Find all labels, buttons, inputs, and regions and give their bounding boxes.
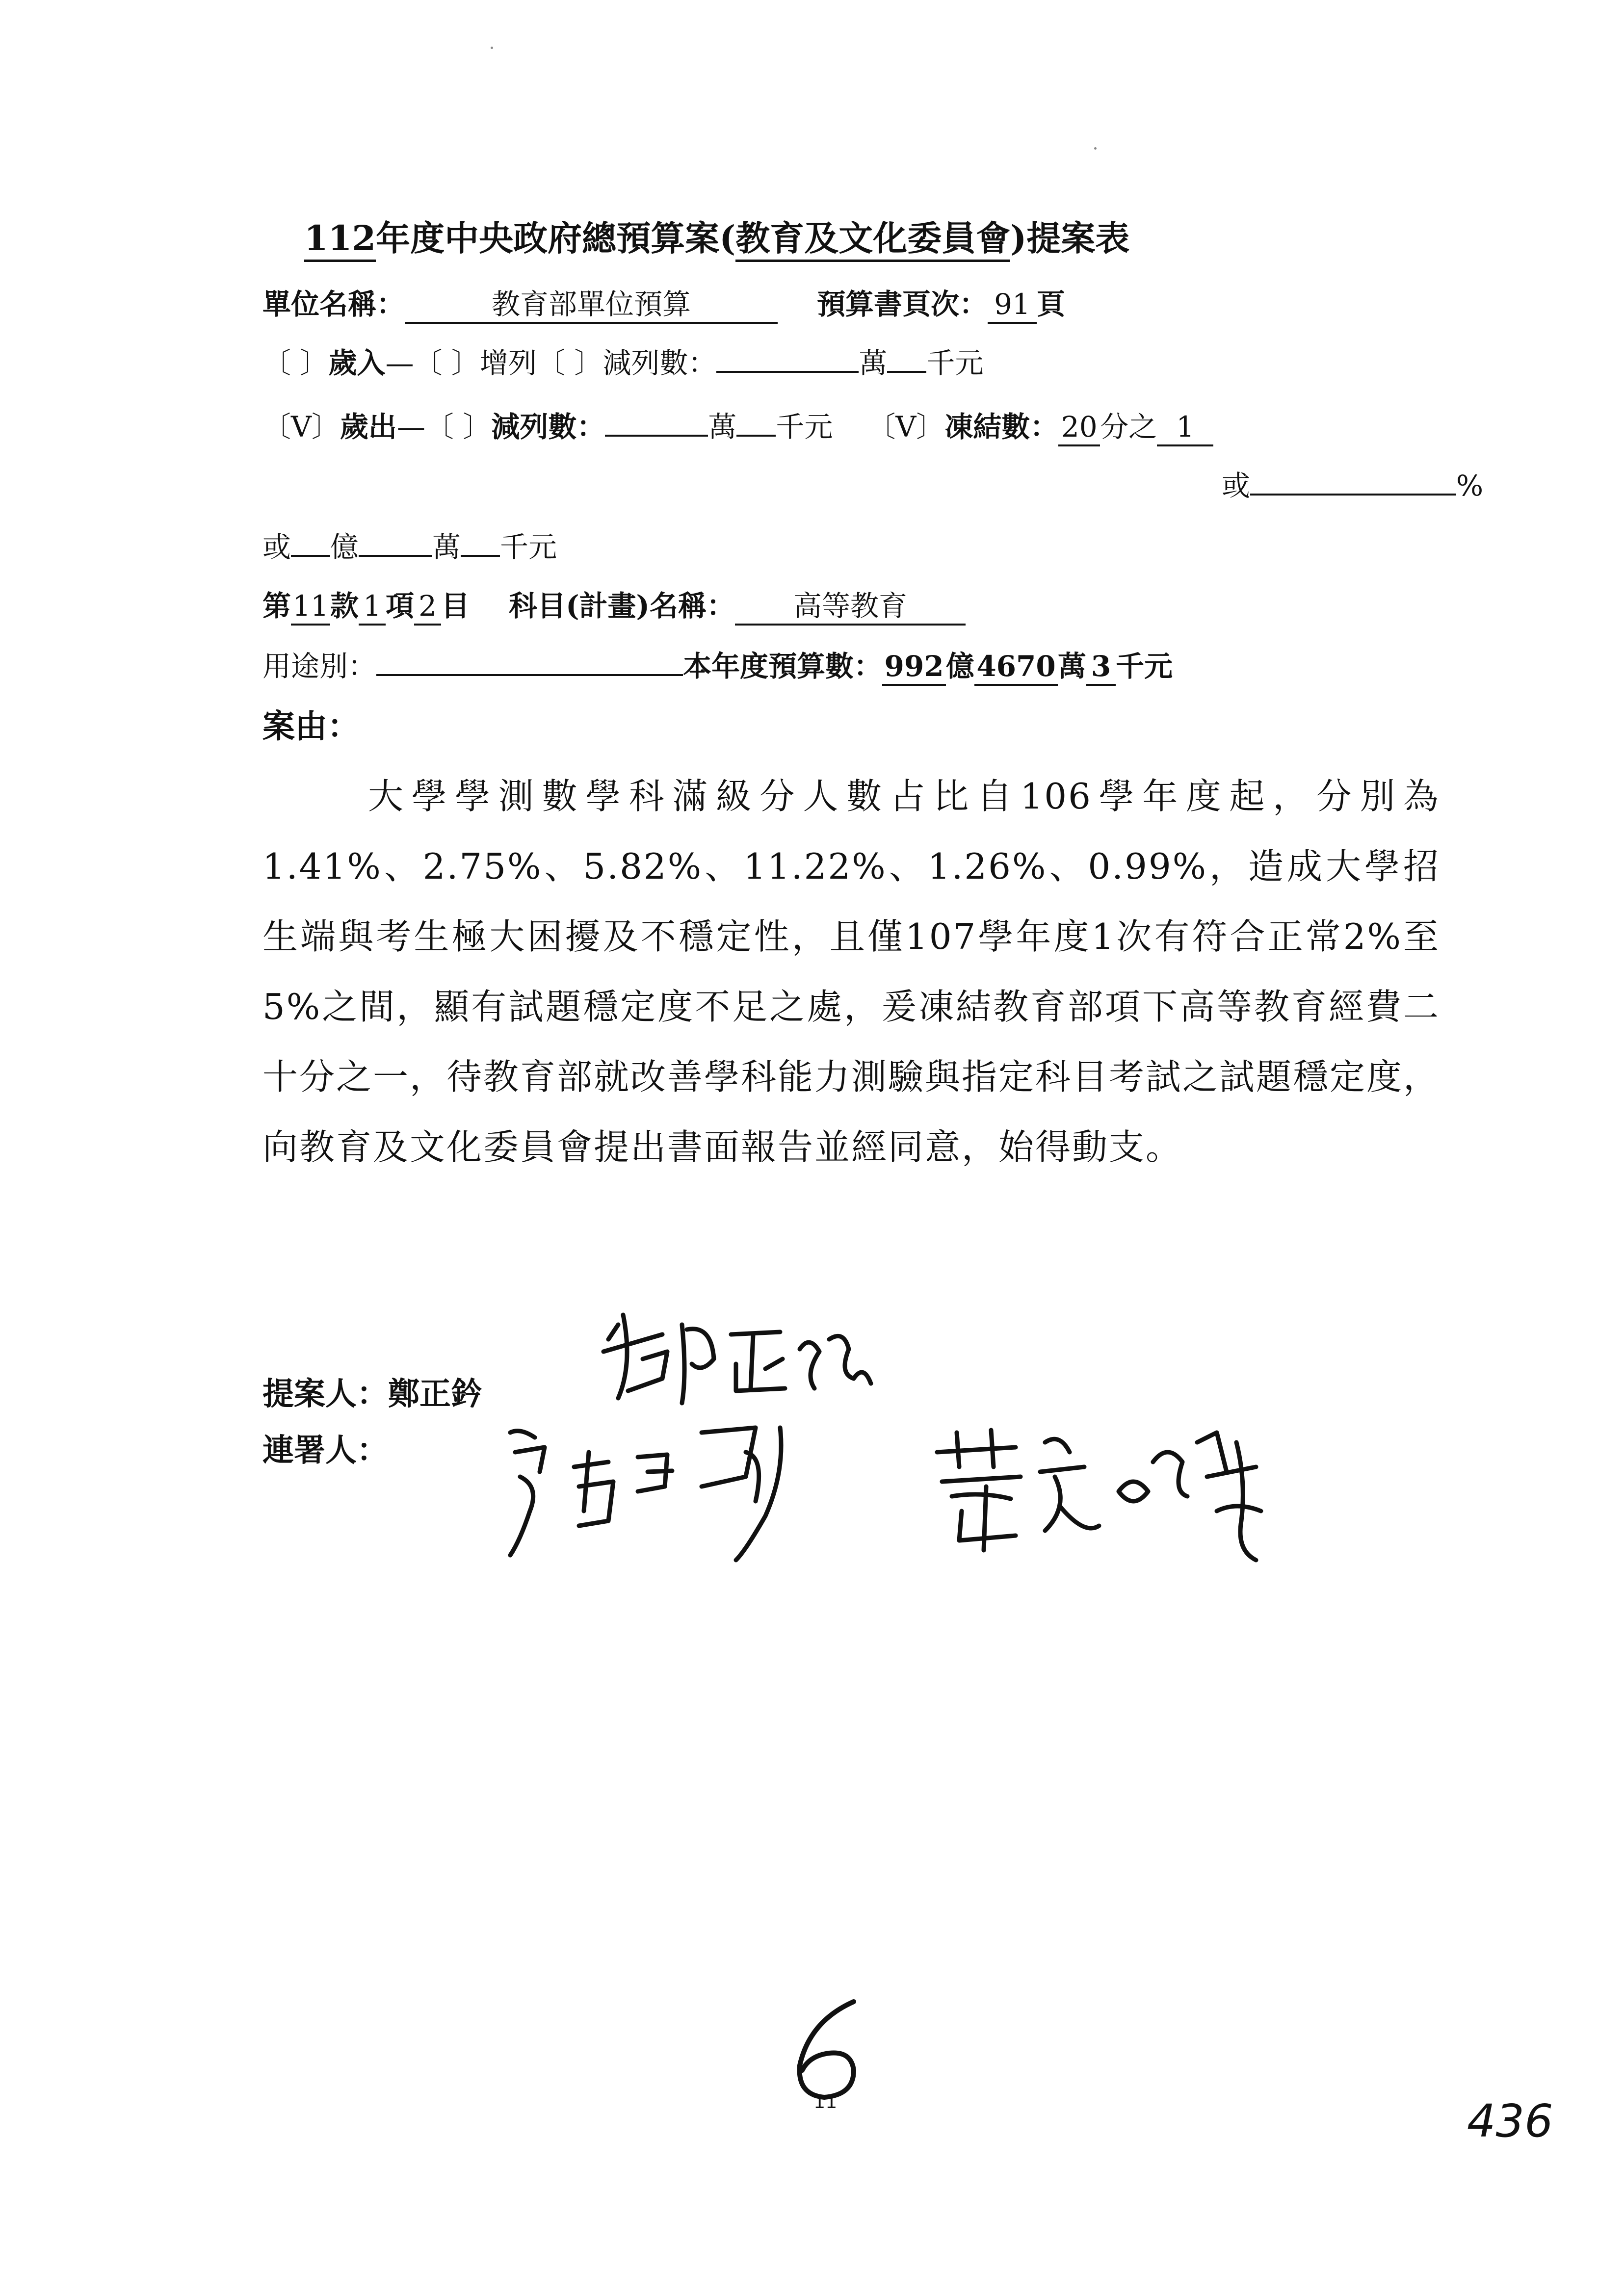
wan-unit: 萬 bbox=[859, 346, 888, 380]
revenue-dash: — bbox=[385, 346, 414, 380]
unit-value: 教育部單位預算 bbox=[405, 287, 778, 324]
budget-page-value: 91 bbox=[988, 287, 1037, 324]
item-line bbox=[262, 586, 966, 626]
budget-wan-unit: 萬 bbox=[1058, 650, 1087, 683]
budget-label: 本年度預算數： bbox=[683, 650, 883, 683]
expense-decrease-checkbox: 〔 〕 bbox=[425, 410, 492, 444]
footer-number: 11 bbox=[813, 2091, 838, 2113]
usage-line bbox=[262, 647, 1173, 686]
revenue-label: 歲入 bbox=[328, 346, 386, 380]
title-part2: )提案表 bbox=[1010, 218, 1130, 259]
proposer-name: 鄭正鈐 bbox=[388, 1376, 482, 1412]
or-amount-or: 或 bbox=[262, 530, 291, 564]
reason-text: 大學學測數學科滿級分人數占比自106學年度起，分別為1.41%、2.75%、5.82%、11.22%、1.26%、0.99%，造成大學招生端與考生極大困擾及不穩定性，且僅107學年度1次有符合正常2%至5%之間，顯有試題穩定度不足之處，爰凍結教育部項下高等教育經費二十分之一，待教育部就改善學科能力測驗與指定科目考試之試題穩定度，向教育及文化委員會提出書面報告並經同意，始得動支。 bbox=[262, 776, 1441, 1168]
expense-dash: — bbox=[396, 410, 425, 444]
wan-blank bbox=[359, 555, 432, 557]
expense-wan-unit: 萬 bbox=[708, 410, 737, 444]
di-text: 第 bbox=[262, 589, 291, 623]
budget-wan-value: 4670 bbox=[974, 649, 1058, 686]
yi-blank bbox=[291, 555, 330, 557]
scan-speck bbox=[1094, 147, 1097, 150]
mu-value: 2 bbox=[414, 588, 441, 626]
budget-page-suffix: 頁 bbox=[1037, 287, 1066, 321]
kuan-value: 11 bbox=[291, 588, 330, 626]
qian-blank bbox=[461, 555, 500, 557]
or-percent-line bbox=[1222, 466, 1483, 505]
or-amount-line bbox=[262, 527, 557, 567]
or-text: 或 bbox=[1222, 469, 1251, 502]
budget-yi-unit: 億 bbox=[946, 650, 975, 683]
title-committee: 教育及文化委員會 bbox=[735, 217, 1010, 262]
qianyuan-unit: 千元 bbox=[926, 346, 984, 380]
expense-wan-blank bbox=[605, 435, 708, 437]
usage-blank bbox=[376, 674, 683, 676]
title-part1: 年度中央政府總預算案( bbox=[376, 218, 736, 259]
budget-yi-value: 992 bbox=[882, 649, 946, 686]
budget-page-label: 預算書頁次： bbox=[817, 287, 988, 321]
or-amount-qianyuan-unit: 千元 bbox=[500, 530, 557, 564]
freeze-checkbox: 〔V〕 bbox=[867, 410, 945, 444]
subject-label: 科目(計畫)名稱： bbox=[509, 589, 735, 623]
expense-checkbox: 〔V〕 bbox=[262, 410, 340, 444]
freeze-denominator: 20 bbox=[1058, 409, 1100, 446]
kuan-text: 款 bbox=[330, 589, 359, 623]
handwritten-six-stroke bbox=[780, 1992, 878, 2105]
proposer-line bbox=[262, 1369, 482, 1414]
revenue-wan-blank bbox=[716, 371, 859, 373]
xiang-value: 1 bbox=[359, 588, 386, 626]
handwritten-number bbox=[780, 1992, 878, 2105]
expense-qianyuan-unit: 千元 bbox=[776, 410, 833, 444]
freeze-label: 凍結數： bbox=[944, 410, 1059, 444]
expense-qian-blank bbox=[736, 435, 776, 437]
page-number: 436 bbox=[1467, 2095, 1553, 2147]
freeze-numerator: 1 bbox=[1157, 409, 1213, 446]
revenue-qian-blank bbox=[887, 371, 926, 373]
yi-unit: 億 bbox=[330, 530, 359, 564]
signature-cosigner-1 bbox=[491, 1413, 834, 1570]
proposer-label: 提案人： bbox=[262, 1376, 388, 1412]
mu-text: 目 bbox=[441, 589, 470, 623]
increase-label: 增列 bbox=[479, 346, 537, 380]
expense-decrease-label: 減列數： bbox=[491, 410, 605, 444]
budget-qian-value: 3 bbox=[1086, 649, 1116, 686]
xiang-text: 項 bbox=[386, 589, 415, 623]
percent-sign: % bbox=[1456, 469, 1484, 502]
revenue-checkbox: 〔 〕 bbox=[262, 346, 329, 380]
reason-label: 案由： bbox=[262, 707, 360, 745]
title-year: 112 bbox=[304, 217, 376, 262]
increase-checkbox: 〔 〕 bbox=[414, 346, 480, 380]
reason-paragraph bbox=[262, 761, 1440, 1182]
revenue-line bbox=[262, 343, 983, 383]
scan-speck bbox=[491, 47, 493, 49]
signature-cosigner-2 bbox=[922, 1413, 1295, 1570]
expense-line bbox=[262, 407, 1213, 446]
fen-zhi-text: 分之 bbox=[1100, 410, 1157, 444]
percent-blank bbox=[1250, 494, 1456, 496]
decrease-checkbox: 〔 〕 bbox=[536, 346, 603, 380]
unit-label: 單位名稱： bbox=[262, 287, 405, 321]
form-title bbox=[304, 215, 1129, 262]
subject-value: 高等教育 bbox=[735, 588, 966, 626]
cosigners-label: 連署人： bbox=[262, 1432, 388, 1469]
or-amount-wan-unit: 萬 bbox=[432, 530, 461, 564]
budget-qianyuan-unit: 千元 bbox=[1116, 650, 1173, 683]
unit-line bbox=[262, 285, 1065, 324]
usage-label: 用途別： bbox=[262, 650, 377, 683]
expense-label: 歲出 bbox=[340, 410, 397, 444]
decrease-label: 減列數： bbox=[602, 346, 717, 380]
